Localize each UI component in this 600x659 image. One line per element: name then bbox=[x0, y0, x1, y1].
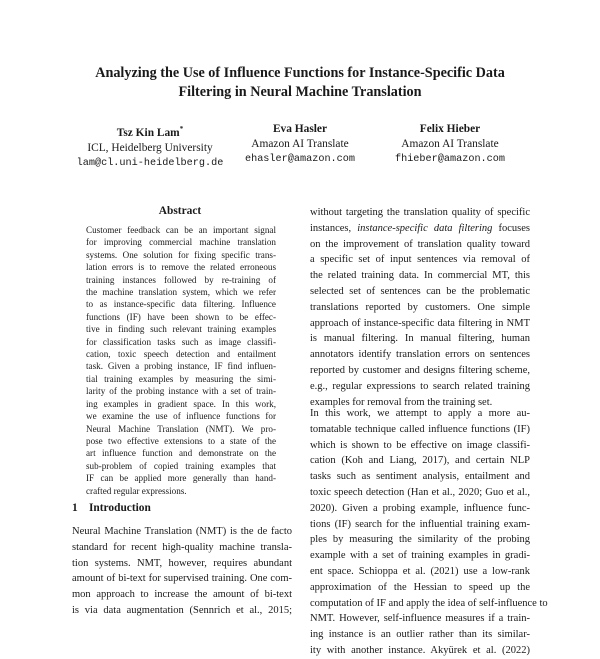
body-line: cation (Koh and Liang, 2017), and certain NLP bbox=[310, 455, 530, 467]
author-email-1[interactable]: lam@cl.uni-heidelberg.de bbox=[76, 157, 224, 169]
body-line: instances, instance-specific data filtering focuses bbox=[310, 222, 530, 234]
section-heading-introduction: 1 Introduction bbox=[72, 502, 151, 514]
abstract-line: Neural Machine Translation (NMT). We pro- bbox=[86, 423, 276, 434]
body-line: approach of instance-specific data filtering in NMT bbox=[310, 317, 530, 329]
body-line: NMT. However, self-influence measures if a train- bbox=[310, 613, 530, 625]
body-line: the related training data. In commercial MT, this bbox=[310, 270, 530, 282]
abstract-line: systems. One solution for fixing specific trans- bbox=[86, 249, 276, 260]
abstract-line: lation errors is to remove the related erroneous bbox=[86, 262, 276, 273]
abstract-line: crafted regular expressions. bbox=[86, 485, 187, 496]
body-line: ent space. Schioppa et al. (2021) use a low-rank bbox=[310, 565, 530, 577]
author-email-2[interactable]: ehasler@amazon.com bbox=[244, 154, 356, 165]
body-line: tasks such as sentiment analysis, entailment and bbox=[310, 471, 530, 483]
body-line: In this work, we attempt to apply a more au- bbox=[310, 408, 530, 419]
body-line: ples by measuring the similarity of the probing bbox=[310, 534, 530, 546]
body-line: annotators identify translation errors on sentences bbox=[310, 349, 530, 361]
abstract-heading: Abstract bbox=[158, 205, 202, 217]
right-column-paragraph-1 bbox=[310, 205, 530, 410]
body-line: approximation of the Hessian to speed up the bbox=[310, 581, 530, 593]
author-name-2: Eva Hasler bbox=[272, 123, 328, 135]
abstract-line: ing examples in gradient space. In this work, bbox=[86, 398, 276, 409]
abstract-body bbox=[86, 224, 276, 497]
body-line: example with a set of training examples in gradi- bbox=[310, 550, 530, 562]
abstract-line: cation, toxic speech detection and entailment bbox=[86, 349, 276, 360]
body-line: tions (IF) search for the influential training exam- bbox=[310, 518, 530, 530]
abstract-line: functions (IF) have been shown to be effec- bbox=[86, 311, 276, 322]
abstract-line: art influence function and demonstrate on the bbox=[86, 448, 276, 459]
introduction-line: mon approach to increase the amount of bi-text bbox=[72, 589, 292, 601]
author-name-3: Felix Hieber bbox=[419, 123, 481, 135]
author-affiliation-2: Amazon AI Translate bbox=[251, 138, 349, 150]
body-line: tomatable technique called influence functions (IF) bbox=[310, 423, 530, 435]
author-email-3[interactable]: fhieber@amazon.com bbox=[394, 154, 506, 165]
abstract-line: for improving commercial machine translation bbox=[86, 237, 276, 248]
body-line: on the improvement of translation quality toward bbox=[310, 238, 530, 250]
body-line: reported by customer and designs filtering scheme, bbox=[310, 364, 530, 376]
author-affiliation-3: Amazon AI Translate bbox=[401, 138, 499, 150]
body-line: which is shown to be effective on image classifi- bbox=[310, 439, 530, 451]
author-name-1: Tsz Kin Lam* bbox=[116, 125, 184, 139]
abstract-line: tive in finding such relevant training examples bbox=[86, 324, 276, 335]
body-line: without targeting the translation quality of specific bbox=[310, 207, 530, 218]
body-line: toxic speech detection (Han et al., 2020; Guo et al., bbox=[310, 486, 530, 498]
abstract-line: Customer feedback can be an important signal bbox=[86, 225, 276, 235]
abstract-line: task. Given a probing instance, IF find influen- bbox=[86, 361, 276, 372]
paper-title bbox=[0, 64, 600, 102]
author-block-3 bbox=[350, 122, 550, 167]
introduction-line: is via data augmentation (Sennrich et al., 2015; bbox=[72, 604, 292, 616]
abstract-line: tial training examples by measuring the simi- bbox=[86, 373, 276, 384]
title-line-2: Filtering in Neural Machine Translation bbox=[178, 84, 422, 100]
body-line: e.g., regular expressions to search related training bbox=[310, 380, 530, 392]
introduction-line: Neural Machine Translation (NMT) is the de facto bbox=[72, 526, 292, 537]
body-line: ing instance is an outlier rather than its similar- bbox=[310, 629, 530, 641]
body-line: ity with another instance. Akyürek et al. (2022) bbox=[310, 644, 530, 656]
body-line: examples for removal from the training set. bbox=[310, 396, 493, 408]
abstract-line: pose two effective extensions to a state of the bbox=[86, 435, 276, 446]
body-line: computation of IF and apply the idea of self-influence to bbox=[310, 597, 548, 609]
body-line: 2020). Given a probing example, influence func- bbox=[310, 502, 530, 514]
body-line: selected set of sentences can be the problematic bbox=[310, 285, 530, 297]
abstract-line: the machine translation system, which we refer bbox=[86, 287, 276, 298]
introduction-line: amount of bi-text for supervised training. One com- bbox=[72, 573, 292, 585]
abstract-line: training instances followed by re-training of bbox=[86, 274, 276, 285]
author-affiliation-1: ICL, Heidelberg University bbox=[87, 141, 213, 154]
right-column-paragraph-2 bbox=[310, 406, 548, 659]
abstract-line: for classification tasks such as image classifi- bbox=[86, 336, 276, 347]
abstract-line: sub-problem of copied training examples that bbox=[86, 460, 276, 471]
introduction-left-column bbox=[72, 524, 292, 619]
abstract-line: to as instance-specific data filtering. Influence bbox=[86, 299, 276, 310]
body-line: translations reported by customers. One simple bbox=[310, 301, 530, 313]
abstract-line: larity of the probing instance with a set of train- bbox=[86, 386, 276, 397]
abstract-line: we examine the use of influence functions for bbox=[86, 411, 276, 422]
abstract-line: IF can be applied more generally than hand- bbox=[86, 473, 276, 484]
introduction-line: standard for recent high-quality machine transla- bbox=[72, 541, 292, 553]
body-line: a specific set of input sentences via removal of bbox=[310, 254, 530, 266]
title-line-1: Analyzing the Use of Influence Functions for Instance-Specific Data bbox=[95, 65, 505, 81]
body-line: is manual filtering. In manual filtering, human bbox=[310, 333, 530, 345]
introduction-line: tion systems. NMT, however, requires abundant bbox=[72, 557, 292, 569]
